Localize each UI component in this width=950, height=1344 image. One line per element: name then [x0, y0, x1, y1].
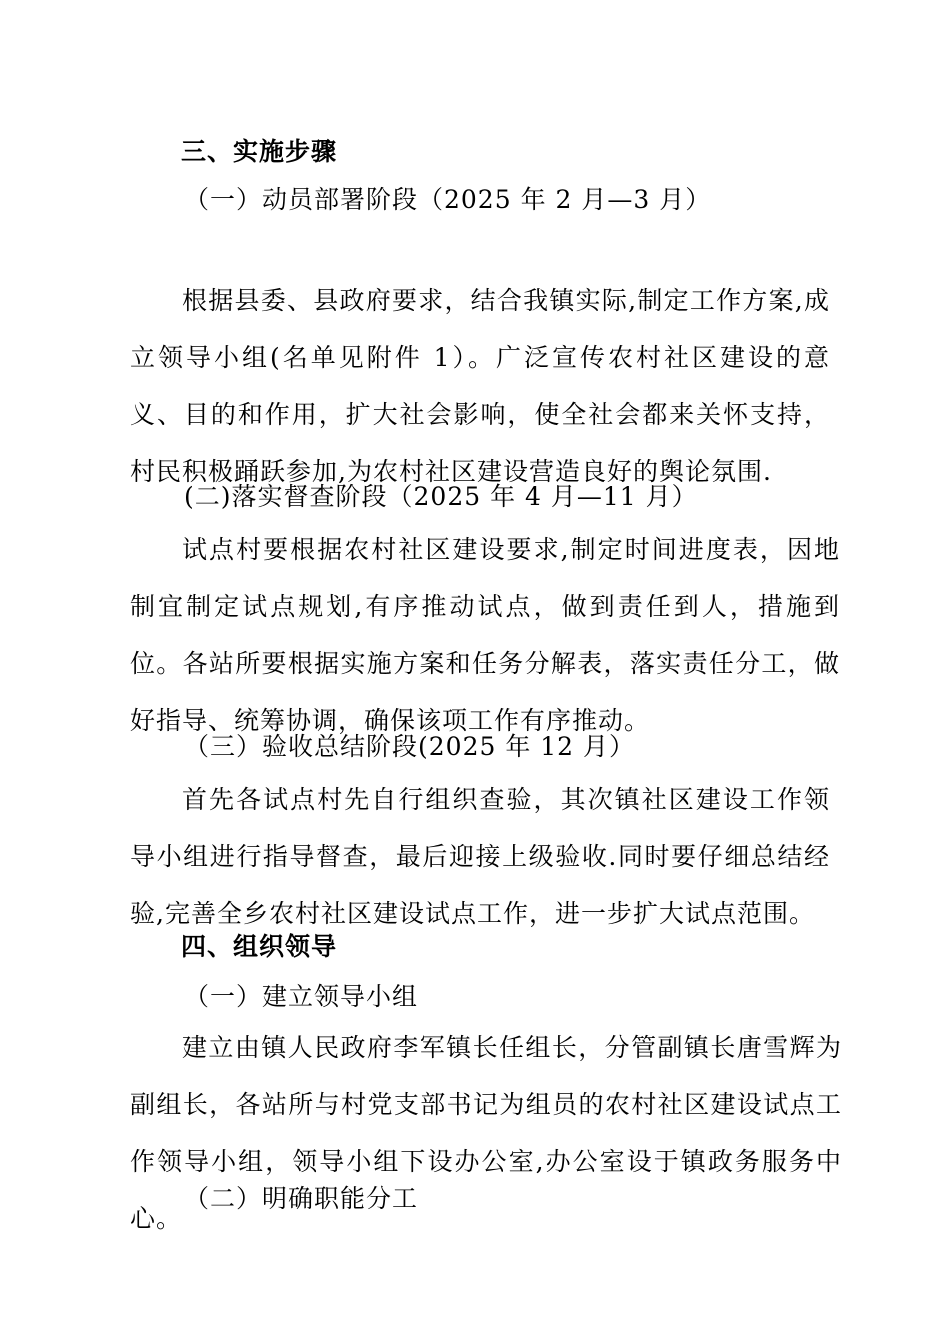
paragraph-establish-leading-group: 建立由镇人民政府李军镇长任组长，分管副镇长唐雪辉为副组长，各站所与村党支部书记为组员的农村社区建设试点工作领导小组，领导小组下设办公室,办公室设于镇政务服务中心。 — [130, 1033, 842, 1233]
subheading-establish-leading-group: （一）建立领导小组 — [184, 982, 419, 1011]
subheading-mobilization-stage: （一）动员部署阶段（2025 年 2 月—3 月） — [184, 185, 712, 214]
paragraph-supervision-stage: 试点村要根据农村社区建设要求,制定时间进度表，因地制宜制定试点规划,有序推动试点，做到责任到人，措施到位。各站所要根据实施方案和任务分解表，落实责任分工，做好指导、统筹协调，确保该项工作有序推动。 — [130, 535, 840, 735]
section-heading-implementation-steps: 三、实施步骤 — [181, 137, 338, 166]
subheading-clarify-responsibilities: （二）明确职能分工 — [184, 1184, 419, 1213]
paragraph-acceptance-stage: 首先各试点村先自行组织查验，其次镇社区建设工作领导小组进行指导督查，最后迎接上级验收.同时要仔细总结经验,完善全乡农村社区建设试点工作，进一步扩大试点范围。 — [130, 785, 830, 928]
subheading-supervision-stage: (二)落实督查阶段（2025 年 4 月—11 月） — [184, 482, 698, 511]
section-heading-organization-leadership: 四、组织领导 — [181, 932, 338, 961]
paragraph-mobilization-stage: 根据县委、县政府要求，结合我镇实际,制定工作方案,成立领导小组(名单见附件 1）。广泛宣传农村社区建设的意义、目的和作用，扩大社会影响，使全社会都来关怀支持，村民积极踊跃参加,为农村社区建设营造良好的舆论氛围. — [130, 286, 830, 486]
subheading-acceptance-stage: （三）验收总结阶段(2025 年 12 月） — [184, 732, 636, 761]
